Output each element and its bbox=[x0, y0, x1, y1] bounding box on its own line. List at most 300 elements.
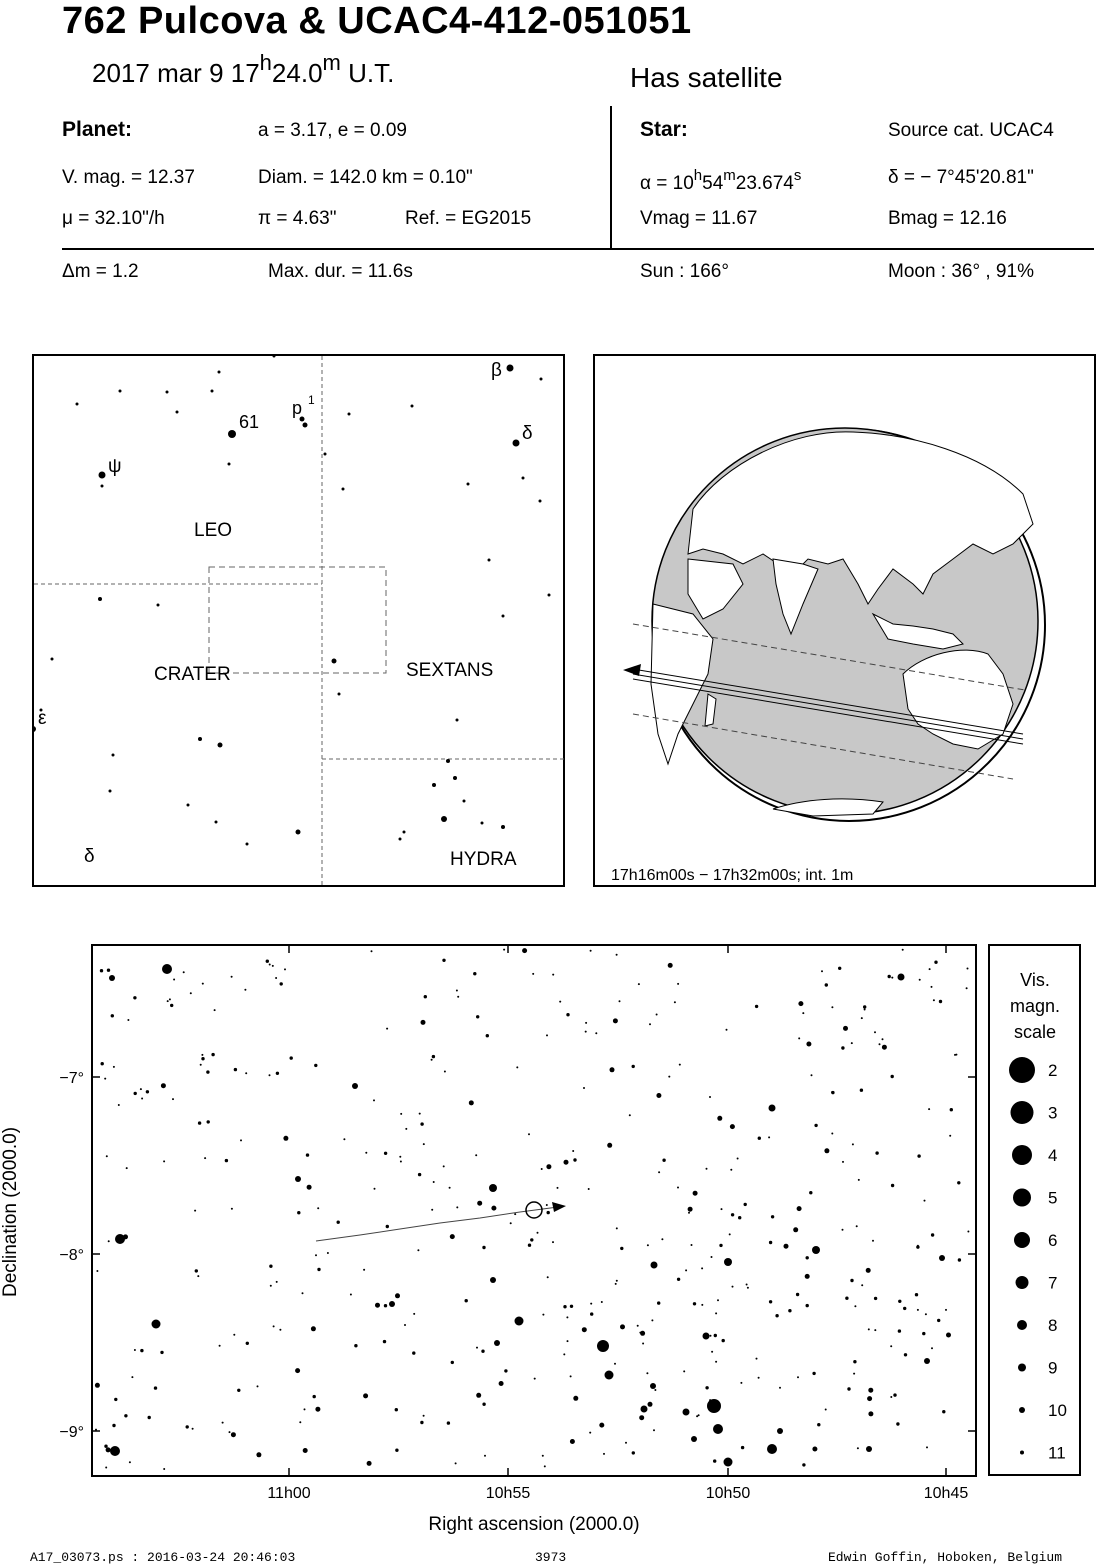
field-star bbox=[677, 1278, 680, 1281]
footer-file: A17_03073.ps : 2016-03-24 20:46:03 bbox=[30, 1550, 296, 1565]
field-star bbox=[740, 1382, 742, 1384]
event-datetime bbox=[92, 50, 394, 89]
field-star bbox=[152, 1320, 161, 1329]
planet-diameter: Diam. = 142.0 km = 0.10" bbox=[258, 167, 473, 188]
field-star bbox=[639, 1415, 644, 1420]
field-star bbox=[532, 973, 534, 975]
field-star bbox=[290, 1056, 293, 1059]
field-star bbox=[269, 1074, 271, 1076]
field-star bbox=[229, 1431, 231, 1433]
field-star bbox=[544, 1465, 546, 1467]
field-star bbox=[169, 998, 171, 1000]
field-star bbox=[677, 1187, 679, 1189]
field-star bbox=[809, 1191, 812, 1194]
constellation-star bbox=[51, 658, 54, 661]
field-star bbox=[693, 1191, 698, 1196]
field-star bbox=[202, 983, 204, 985]
field-star bbox=[721, 1208, 723, 1210]
field-star bbox=[613, 1018, 618, 1023]
field-star bbox=[679, 1064, 681, 1066]
field-star bbox=[204, 1157, 206, 1159]
constellation-star bbox=[109, 790, 112, 793]
field-star bbox=[744, 1203, 747, 1206]
field-star bbox=[399, 1156, 401, 1158]
field-star bbox=[231, 1432, 236, 1437]
field-star bbox=[949, 1135, 951, 1137]
star-ra bbox=[640, 167, 801, 195]
legend-magnitude-label: 8 bbox=[1048, 1316, 1058, 1335]
field-star bbox=[847, 1387, 850, 1390]
field-star bbox=[317, 1207, 319, 1209]
legend-title-line-3: scale bbox=[1013, 1022, 1057, 1042]
field-star bbox=[423, 1415, 425, 1417]
field-star bbox=[327, 1252, 329, 1254]
field-star bbox=[484, 1455, 486, 1457]
sun-elongation: Sun : 166° bbox=[640, 261, 729, 282]
field-star bbox=[490, 1277, 496, 1283]
field-star bbox=[489, 1184, 497, 1192]
constellation-star bbox=[101, 485, 104, 488]
legend-magnitude-dot bbox=[1011, 1101, 1034, 1124]
field-star bbox=[469, 1100, 474, 1105]
constellation-star bbox=[296, 830, 301, 835]
constellation-star bbox=[467, 483, 470, 486]
planet-motion: μ = 32.10"/h bbox=[62, 208, 165, 229]
ra-h: h bbox=[693, 167, 703, 184]
field-star bbox=[237, 1389, 240, 1392]
field-star bbox=[400, 1161, 402, 1163]
constellation-star bbox=[211, 390, 214, 393]
label-p-index: 1 bbox=[308, 393, 315, 407]
field-star bbox=[629, 1114, 631, 1116]
field-star bbox=[444, 1071, 446, 1073]
legend-magnitude-dot bbox=[1017, 1320, 1027, 1330]
field-star bbox=[114, 1398, 117, 1401]
minute-unit: m bbox=[322, 50, 341, 75]
label-hydra: HYDRA bbox=[450, 849, 517, 870]
field-star bbox=[841, 1046, 844, 1049]
field-star bbox=[590, 1312, 593, 1315]
field-star bbox=[729, 1233, 731, 1235]
field-star bbox=[891, 1184, 894, 1187]
field-star bbox=[902, 949, 904, 951]
field-star bbox=[811, 1074, 813, 1076]
constellation-star bbox=[539, 500, 542, 503]
constellation-star bbox=[488, 559, 491, 562]
field-star bbox=[404, 1324, 406, 1326]
field-star bbox=[917, 1154, 920, 1157]
field-star bbox=[106, 1447, 111, 1452]
field-star bbox=[614, 1363, 616, 1365]
field-star bbox=[567, 1340, 569, 1342]
field-star bbox=[563, 1353, 565, 1355]
field-star bbox=[95, 1383, 100, 1388]
field-star bbox=[925, 1313, 927, 1315]
label-61: 61 bbox=[239, 412, 260, 432]
field-star bbox=[616, 954, 618, 956]
field-star bbox=[625, 1442, 627, 1444]
field-star bbox=[917, 1309, 919, 1311]
field-star bbox=[875, 1151, 878, 1154]
field-star bbox=[851, 1042, 853, 1044]
field-star bbox=[457, 996, 459, 998]
field-star bbox=[100, 969, 103, 972]
field-star bbox=[186, 1425, 189, 1428]
field-star bbox=[200, 1064, 202, 1066]
legend-magnitude-label: 11 bbox=[1048, 1443, 1066, 1463]
field-star bbox=[888, 975, 891, 978]
field-star bbox=[939, 1000, 942, 1003]
field-star bbox=[590, 1303, 592, 1305]
field-star bbox=[719, 1244, 722, 1247]
constellation-star bbox=[157, 604, 160, 607]
field-star bbox=[731, 1213, 734, 1216]
field-star bbox=[420, 1122, 423, 1125]
field-star bbox=[797, 1206, 802, 1211]
field-star bbox=[817, 1423, 820, 1426]
field-star bbox=[522, 948, 527, 953]
field-star bbox=[570, 1375, 572, 1377]
field-star bbox=[314, 1064, 317, 1067]
field-star bbox=[279, 1329, 281, 1331]
field-star bbox=[431, 1059, 433, 1061]
constellation-star bbox=[481, 822, 484, 825]
field-star bbox=[717, 1299, 719, 1301]
constellation-star bbox=[507, 365, 514, 372]
field-star bbox=[831, 1091, 834, 1094]
field-star bbox=[283, 1136, 288, 1141]
field-star bbox=[929, 968, 931, 970]
field-star bbox=[737, 1158, 739, 1160]
field-star bbox=[868, 1411, 873, 1416]
field-star bbox=[173, 979, 175, 981]
field-star bbox=[730, 1124, 735, 1129]
field-star bbox=[893, 1393, 896, 1396]
field-star bbox=[928, 1108, 930, 1110]
field-star bbox=[966, 987, 968, 989]
header-rule bbox=[62, 248, 1094, 250]
field-star bbox=[276, 1072, 279, 1075]
field-star bbox=[222, 1422, 224, 1424]
constellation-star bbox=[112, 754, 115, 757]
legend-magnitude-dot bbox=[1016, 1276, 1029, 1289]
field-star bbox=[802, 1012, 804, 1014]
field-star bbox=[868, 1388, 873, 1393]
field-star bbox=[482, 1246, 485, 1249]
field-star bbox=[111, 1014, 114, 1017]
dec-tick-7: −7° bbox=[59, 1070, 84, 1087]
constellation-star bbox=[338, 693, 341, 696]
field-star bbox=[890, 1396, 892, 1398]
field-star bbox=[958, 1258, 961, 1261]
field-star bbox=[842, 1161, 844, 1163]
field-star bbox=[284, 968, 286, 970]
ra-tick-1100: 11h00 bbox=[267, 1485, 311, 1502]
field-star bbox=[400, 1113, 402, 1115]
field-star bbox=[542, 1455, 544, 1457]
field-star bbox=[788, 1309, 791, 1312]
field-star bbox=[814, 1124, 817, 1127]
field-star bbox=[272, 965, 274, 967]
constellation-star bbox=[215, 821, 218, 824]
legend-magnitude-dot bbox=[1020, 1451, 1024, 1455]
field-star bbox=[476, 1393, 481, 1398]
field-star bbox=[352, 1083, 358, 1089]
field-star bbox=[651, 1319, 653, 1321]
field-star bbox=[915, 1293, 918, 1296]
field-star bbox=[420, 1421, 423, 1424]
constellation-star bbox=[463, 800, 466, 803]
field-star bbox=[443, 1165, 445, 1167]
field-star bbox=[528, 1244, 531, 1247]
constellation-star bbox=[324, 453, 327, 456]
field-star bbox=[547, 1211, 550, 1214]
field-star bbox=[424, 995, 427, 998]
field-star bbox=[510, 1222, 512, 1224]
field-star bbox=[275, 977, 277, 979]
field-star bbox=[688, 1207, 693, 1212]
constellation-star bbox=[119, 390, 122, 393]
field-star bbox=[654, 1389, 656, 1391]
x-axis-label: Right ascension (2000.0) bbox=[428, 1514, 640, 1535]
minute-text: 24.0 bbox=[271, 58, 323, 88]
field-star bbox=[758, 1377, 760, 1379]
field-star bbox=[603, 1453, 605, 1455]
field-star bbox=[842, 1229, 844, 1231]
field-star bbox=[192, 1428, 194, 1430]
field-star bbox=[946, 1333, 951, 1338]
field-star bbox=[311, 1326, 316, 1331]
constellation-star bbox=[548, 594, 551, 597]
field-star bbox=[957, 1181, 960, 1184]
star-vmag: Vmag = 11.67 bbox=[640, 208, 758, 229]
field-star bbox=[148, 1416, 151, 1419]
constellation-star bbox=[176, 411, 179, 414]
label-beta: β bbox=[491, 360, 502, 381]
field-star bbox=[651, 1262, 658, 1269]
star-source: Source cat. UCAC4 bbox=[888, 120, 1054, 141]
field-star bbox=[937, 1319, 940, 1322]
field-star bbox=[715, 1312, 717, 1314]
field-star bbox=[503, 949, 505, 951]
field-star bbox=[674, 1001, 676, 1003]
field-star bbox=[552, 974, 554, 976]
field-star bbox=[722, 1339, 725, 1342]
field-star bbox=[206, 1070, 209, 1073]
field-star bbox=[417, 1249, 419, 1251]
field-star bbox=[559, 1001, 561, 1003]
field-star bbox=[383, 1340, 386, 1343]
constellation-star bbox=[348, 413, 351, 416]
field-star bbox=[573, 1158, 576, 1161]
field-star bbox=[371, 950, 373, 952]
field-star bbox=[475, 1154, 477, 1156]
constellation-star bbox=[432, 783, 436, 787]
field-star bbox=[715, 1361, 717, 1363]
field-star bbox=[771, 1215, 774, 1218]
field-star bbox=[779, 1387, 781, 1389]
field-star bbox=[270, 1285, 272, 1287]
field-star bbox=[850, 1279, 853, 1282]
field-star bbox=[931, 1233, 934, 1236]
field-star bbox=[926, 1446, 928, 1448]
field-star bbox=[201, 1057, 204, 1060]
field-star bbox=[163, 1160, 165, 1162]
field-star bbox=[874, 1297, 877, 1300]
field-star bbox=[693, 1302, 696, 1305]
field-star bbox=[856, 1225, 858, 1227]
field-star bbox=[456, 990, 458, 992]
field-star bbox=[863, 1005, 866, 1008]
label-p: p bbox=[292, 398, 303, 418]
label-delta-bottom: δ bbox=[84, 846, 95, 867]
constellation-star bbox=[342, 488, 345, 491]
field-star bbox=[433, 1181, 435, 1183]
field-star bbox=[924, 1200, 926, 1202]
field-star bbox=[620, 1247, 623, 1250]
field-star bbox=[853, 1373, 855, 1375]
field-star bbox=[337, 1221, 340, 1224]
field-star bbox=[701, 1304, 703, 1306]
field-star bbox=[868, 1328, 870, 1330]
legend-magnitude-dot bbox=[1014, 1232, 1030, 1248]
field-star bbox=[845, 1297, 848, 1300]
field-star bbox=[245, 1072, 247, 1074]
field-star bbox=[798, 1037, 800, 1039]
field-star bbox=[405, 1128, 407, 1130]
field-star bbox=[451, 1361, 454, 1364]
constellation-star bbox=[228, 430, 236, 438]
field-star bbox=[564, 1160, 569, 1165]
field-star bbox=[756, 1358, 758, 1360]
field-star bbox=[170, 1004, 173, 1007]
field-star bbox=[421, 1020, 426, 1025]
field-star bbox=[585, 1031, 587, 1033]
field-star bbox=[455, 1462, 457, 1464]
field-star bbox=[797, 1376, 799, 1378]
field-star bbox=[656, 1014, 658, 1016]
field-star bbox=[107, 969, 110, 972]
field-star bbox=[307, 1185, 312, 1190]
label-crater: CRATER bbox=[154, 664, 231, 685]
field-star bbox=[295, 1176, 301, 1182]
field-star bbox=[276, 1281, 278, 1283]
field-star bbox=[110, 1446, 120, 1456]
field-star bbox=[714, 1334, 717, 1337]
field-star bbox=[431, 1209, 433, 1211]
field-star bbox=[588, 1188, 590, 1190]
field-star bbox=[867, 1396, 872, 1401]
field-star bbox=[590, 950, 592, 952]
field-star bbox=[269, 1265, 272, 1268]
field-star bbox=[140, 1088, 142, 1090]
legend-magnitude-dot bbox=[1009, 1057, 1035, 1083]
field-star bbox=[769, 1241, 772, 1244]
field-star bbox=[432, 1055, 435, 1058]
field-star bbox=[133, 996, 136, 999]
field-star bbox=[546, 1204, 548, 1206]
field-star bbox=[304, 1408, 306, 1410]
field-star bbox=[668, 963, 673, 968]
field-star bbox=[499, 1381, 504, 1386]
field-star bbox=[831, 1133, 833, 1135]
field-star bbox=[711, 1351, 713, 1353]
field-star bbox=[566, 1316, 568, 1318]
legend-magnitude-label: 5 bbox=[1048, 1188, 1058, 1208]
field-star bbox=[701, 1267, 703, 1269]
field-star bbox=[197, 1275, 199, 1277]
legend-magnitude-label: 9 bbox=[1048, 1358, 1058, 1378]
field-star bbox=[852, 1143, 854, 1145]
field-star bbox=[706, 1168, 708, 1170]
field-star bbox=[112, 1424, 115, 1427]
field-star bbox=[798, 1001, 803, 1006]
field-star bbox=[812, 1246, 820, 1254]
field-star bbox=[632, 1451, 635, 1454]
field-star bbox=[607, 1143, 612, 1148]
constellation-star bbox=[218, 371, 221, 374]
constellation-star bbox=[502, 615, 505, 618]
field-star bbox=[190, 992, 192, 994]
field-star bbox=[134, 1349, 136, 1351]
field-star bbox=[257, 1385, 259, 1387]
planet-orbit: a = 3.17, e = 0.09 bbox=[258, 120, 407, 141]
field-star bbox=[601, 1301, 603, 1303]
field-star bbox=[183, 971, 185, 973]
field-star bbox=[530, 1238, 533, 1241]
field-star bbox=[746, 1284, 748, 1286]
field-star bbox=[412, 1351, 415, 1354]
field-star bbox=[172, 1098, 174, 1100]
field-star bbox=[620, 1324, 625, 1329]
field-star bbox=[691, 1436, 697, 1442]
field-star bbox=[201, 1054, 203, 1056]
field-star bbox=[632, 1065, 635, 1068]
field-star bbox=[793, 1227, 798, 1232]
legend-magnitude-label: 7 bbox=[1048, 1273, 1058, 1293]
field-star bbox=[104, 1078, 106, 1080]
field-star bbox=[160, 1351, 163, 1354]
field-star bbox=[367, 1461, 372, 1466]
field-star bbox=[616, 1227, 618, 1229]
magnitude-drop: Δm = 1.2 bbox=[62, 261, 139, 282]
field-star bbox=[615, 1283, 617, 1285]
field-star bbox=[303, 1448, 308, 1453]
star-bmag: Bmag = 12.16 bbox=[888, 208, 1007, 229]
field-star bbox=[413, 1313, 415, 1315]
legend-magnitude-label: 3 bbox=[1048, 1103, 1058, 1123]
constellation-star bbox=[166, 391, 169, 394]
field-star bbox=[528, 1133, 530, 1135]
field-star bbox=[942, 1410, 945, 1413]
field-star bbox=[709, 1399, 711, 1401]
field-star bbox=[541, 1168, 543, 1170]
footer-number: 3973 bbox=[535, 1550, 567, 1565]
field-star bbox=[864, 1009, 866, 1011]
field-star bbox=[473, 972, 476, 975]
field-star bbox=[838, 967, 841, 970]
field-star bbox=[724, 1458, 733, 1467]
ra-min: 54 bbox=[702, 173, 724, 194]
star-dec: δ = − 7°45'20.81" bbox=[888, 167, 1034, 188]
field-star bbox=[306, 1153, 309, 1156]
field-star bbox=[755, 1005, 758, 1008]
field-star bbox=[891, 1075, 894, 1078]
label-epsilon: ε bbox=[38, 708, 47, 729]
page-title: 762 Pulcova & UCAC4-412-051051 bbox=[62, 0, 692, 42]
field-star bbox=[126, 1167, 128, 1169]
constellation-star bbox=[246, 843, 249, 846]
